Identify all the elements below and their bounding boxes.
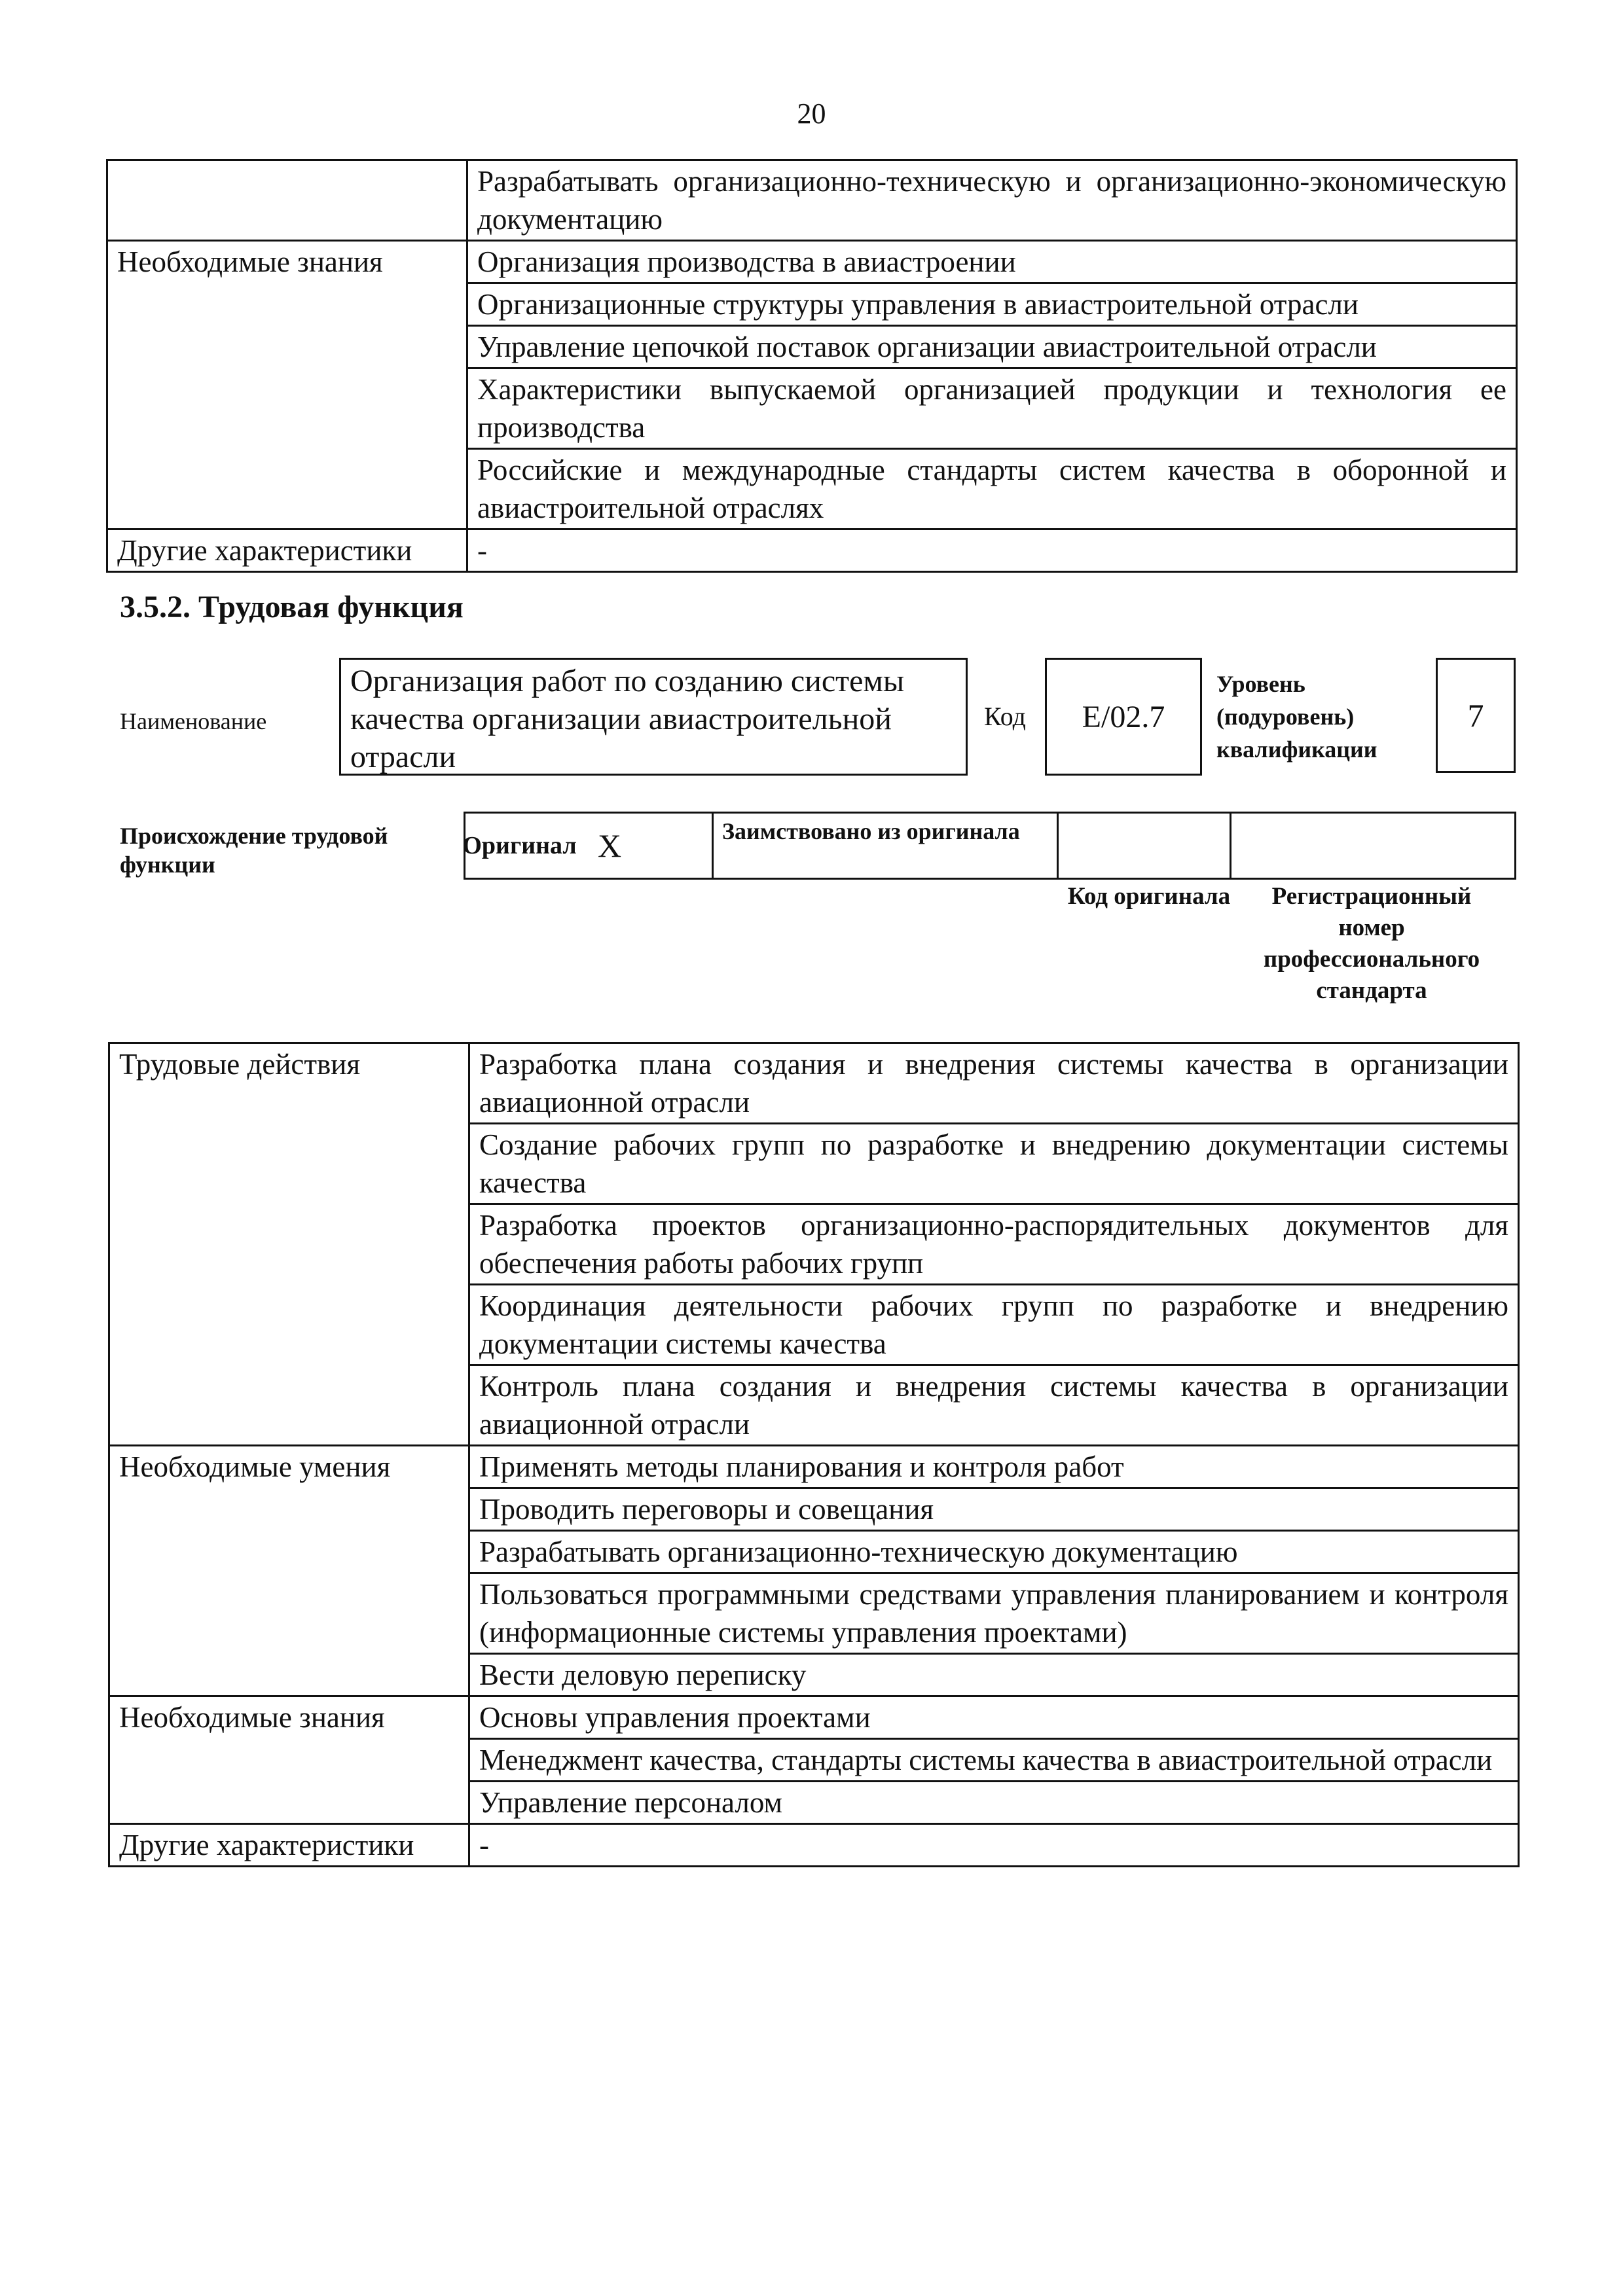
- row-label-work-actions: Трудовые действия: [109, 1043, 469, 1446]
- table-row: [109, 1043, 1519, 1124]
- original-label: Оригинал: [462, 832, 577, 859]
- row-text: Российские и международные стандарты систем качества в оборонной и авиастроительной отраслях: [467, 449, 1517, 529]
- qualification-level-label: Уровень (подуровень) квалификации: [1216, 671, 1377, 762]
- function-name-box: Организация работ по созданию системы качества организации авиастроительной отрасли: [339, 658, 968, 776]
- caption-original-code: Код оригинала: [1067, 883, 1231, 910]
- borrowed-label: Заимствовано из оригинала: [722, 818, 1020, 844]
- row-text: Пользоваться программными средствами управления планированием и контроля (информационные системы управления проектами): [469, 1573, 1519, 1654]
- page-number: 20: [797, 98, 826, 130]
- row-text: Разрабатывать организационно-техническую и организационно-экономическую документацию: [467, 160, 1517, 241]
- row-text: Вести деловую переписку: [469, 1654, 1519, 1696]
- origin-label: Происхождение трудовой функции: [120, 823, 388, 878]
- row-text: Разрабатывать организационно-техническую документацию: [469, 1531, 1519, 1573]
- table-row: [107, 160, 1517, 241]
- row-text: Менеджмент качества, стандарты системы качества в авиастроительной отрасли: [469, 1739, 1519, 1782]
- row-text: Проводить переговоры и совещания: [469, 1488, 1519, 1531]
- function-detail-table: [108, 1042, 1520, 1867]
- row-label-other: Другие характеристики: [109, 1824, 469, 1867]
- row-text: Характеристики выпускаемой организацией продукции и технология ее производства: [467, 368, 1517, 449]
- row-text: Основы управления проектами: [469, 1696, 1519, 1739]
- row-text: Создание рабочих групп по разработке и внедрению документации системы качества: [469, 1124, 1519, 1204]
- function-code-box: E/02.7: [1045, 658, 1202, 776]
- code-label: Код: [984, 702, 1026, 731]
- qualification-level-box: 7: [1436, 658, 1516, 773]
- row-text: Управление цепочкой поставок организации авиастроительной отрасли: [467, 326, 1517, 368]
- name-label: Наименование: [120, 708, 267, 734]
- table-row: [109, 1446, 1519, 1488]
- row-text: Контроль плана создания и внедрения системы качества в организации авиационной отрасли: [469, 1365, 1519, 1446]
- table-row: [109, 1824, 1519, 1867]
- caption-registration-number: Регистрационный номер профессионального стандарта: [1263, 883, 1480, 1004]
- row-label-required-knowledge: Необходимые знания: [109, 1696, 469, 1824]
- section-heading: 3.5.2. Трудовая функция: [120, 590, 464, 624]
- row-text: Применять методы планирования и контроля работ: [469, 1446, 1519, 1488]
- row-text: Организация производства в авиастроении: [467, 241, 1517, 283]
- table-row: [107, 529, 1517, 572]
- table-row: [107, 241, 1517, 283]
- original-mark: X: [597, 827, 622, 864]
- row-text: Управление персоналом: [469, 1782, 1519, 1824]
- row-text: Координация деятельности рабочих групп по разработке и внедрению документации системы качества: [469, 1285, 1519, 1365]
- row-text: Организационные структуры управления в авиастроительной отрасли: [467, 283, 1517, 326]
- row-label-other: Другие характеристики: [107, 529, 467, 572]
- row-text: Разработка проектов организационно-распорядительных документов для обеспечения работы рабочих групп: [469, 1204, 1519, 1285]
- row-text: Разработка плана создания и внедрения системы качества в организации авиационной отрасли: [469, 1043, 1519, 1124]
- knowledge-table-continued: [106, 159, 1518, 573]
- row-text: -: [469, 1824, 1519, 1867]
- row-label-required-skills: Необходимые умения: [109, 1446, 469, 1696]
- row-label-required-knowledge: Необходимые знания: [107, 241, 467, 529]
- table-row: [109, 1696, 1519, 1739]
- row-label: [107, 160, 467, 241]
- row-text: -: [467, 529, 1517, 572]
- origin-row: [464, 812, 1516, 880]
